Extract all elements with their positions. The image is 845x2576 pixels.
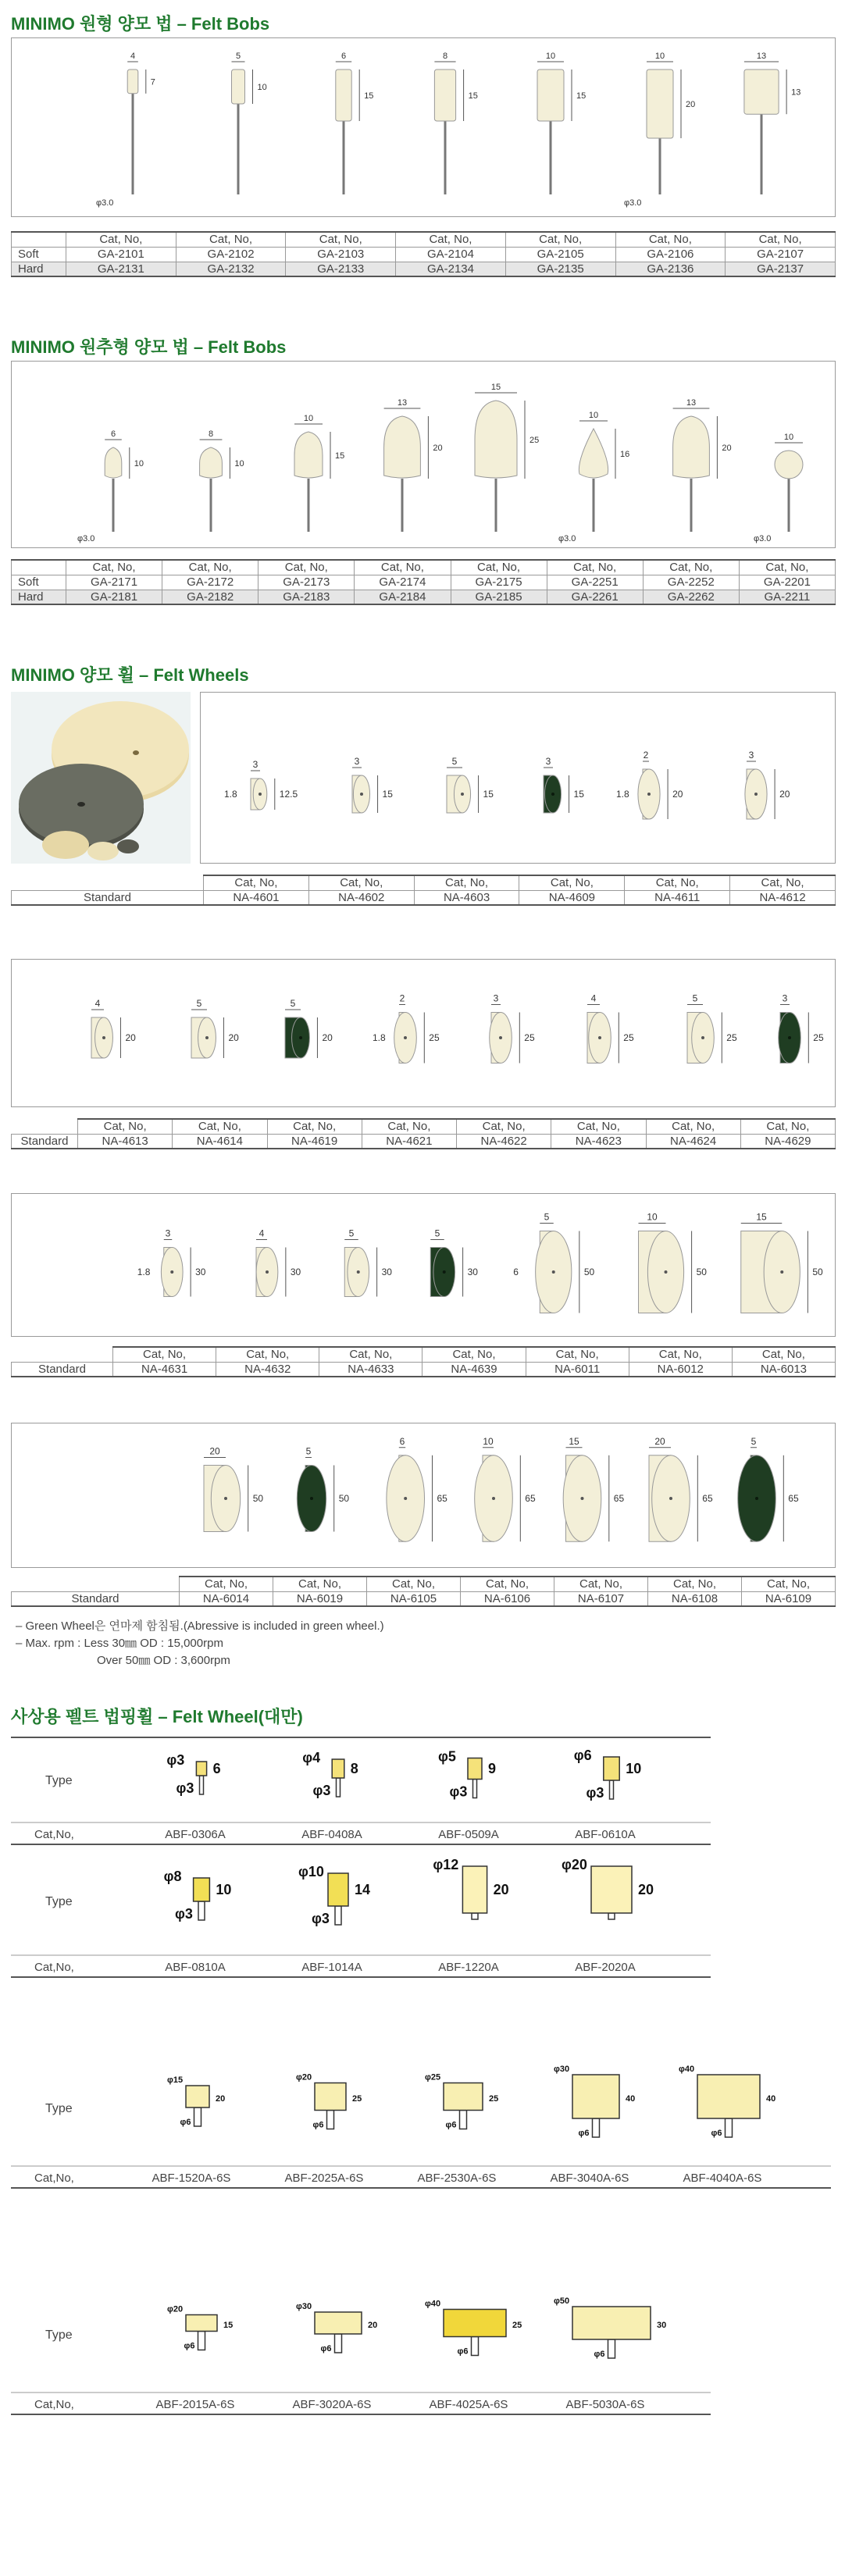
- abf-dim-length: 8: [350, 1761, 358, 1776]
- dim-diameter: 65: [437, 1493, 447, 1504]
- dim-length: 10: [134, 459, 144, 469]
- dim-width: 10: [545, 52, 556, 61]
- wheel-hole: [492, 1497, 495, 1500]
- abf-title: 사상용 펠트 법핑휠 – Felt Wheel(대만): [11, 1707, 303, 1726]
- table-row: Hard GA-2181 GA-2182 GA-2183 GA-2184 GA-2185 GA-2261 GA-2262 GA-2211: [12, 590, 836, 604]
- dim-thickness: 3: [545, 756, 551, 767]
- dim-bore: 1.8: [616, 789, 629, 800]
- dim-diameter: 20: [228, 1032, 239, 1043]
- felt-cone: [294, 432, 323, 478]
- bobs2-drawing: [12, 362, 835, 547]
- felt-bob: [537, 69, 564, 121]
- abf-felt-wheel: [328, 1873, 348, 1906]
- felt-ball: [775, 451, 803, 479]
- bobs2-figure: [11, 361, 836, 548]
- abf-cat-number: ABF-5030A-6S: [565, 2398, 645, 2411]
- dim-thickness: 5: [692, 992, 698, 1004]
- wheel-hole: [499, 1036, 502, 1039]
- wheel-hole: [299, 1036, 302, 1039]
- abf-shank: [335, 2334, 342, 2353]
- abf-felt-wheel: [332, 1759, 344, 1778]
- abf-cat-label: Cat,No,: [34, 2172, 74, 2185]
- abf-dim-diameter: φ10: [298, 1864, 324, 1879]
- wheels-note-3: Over 50㎜ OD : 3,600rpm: [97, 1654, 230, 1667]
- abf-dim-length: 10: [626, 1761, 642, 1776]
- wheels-t2-drawing: [12, 960, 835, 1106]
- wheel-hole: [780, 1270, 783, 1274]
- abf-shank: [460, 2111, 467, 2129]
- wheels-t1-table: Cat, No, Cat, No, Cat, No, Cat, No, Cat, No, Cat, No, Standard NA-4601 NA-4602 NA-4603 NA-4609 NA-4611 NA-4612: [11, 875, 836, 906]
- abf-cat-number: ABF-1520A-6S: [152, 2172, 231, 2185]
- shank-dia: φ3.0: [96, 198, 114, 208]
- abf-dim-length: 20: [216, 2094, 226, 2104]
- dim-width: 15: [490, 383, 501, 392]
- wheels-t3-table: Cat, No, Cat, No, Cat, No, Cat, No, Cat, No, Cat, No, Cat, No, Standard NA-4631 NA-4632 NA-4633 NA-4639 NA-6011 NA-6012 NA-6013: [11, 1346, 836, 1377]
- table-row: Standard NA-4631 NA-4632 NA-4633 NA-4639 NA-6011 NA-6012 NA-6013: [12, 1362, 836, 1377]
- wheel-hole: [310, 1497, 313, 1500]
- abf-felt-wheel: [315, 2083, 346, 2111]
- abf-felt-wheel: [468, 1758, 482, 1780]
- abf-dim-shank: φ3: [312, 1783, 331, 1798]
- dim-width: 13: [686, 398, 697, 408]
- dim-diameter: 65: [613, 1493, 625, 1504]
- wheel-hole: [551, 793, 554, 796]
- abf-shank: [327, 2111, 334, 2129]
- dim-thickness: 5: [751, 1435, 757, 1447]
- dim-diameter: 30: [467, 1267, 478, 1277]
- bobs1-table: Cat, No, Cat, No, Cat, No, Cat, No, Cat, No, Cat, No, Cat, No, Soft GA-2101 GA-2102 GA-2103 GA-2104 GA-2105 GA-2106 GA-2107 Hard GA-2131 GA-2132 GA-2133 GA-2134 GA-2135 GA-2136 GA-2137: [11, 231, 836, 277]
- dim-length: 7: [150, 77, 155, 87]
- wheel-hole: [357, 1270, 360, 1274]
- dim-width: 13: [397, 398, 408, 408]
- dim-diameter: 20: [672, 789, 683, 800]
- felt-bob: [647, 69, 673, 138]
- abf-dim-shank: φ6: [312, 2120, 324, 2130]
- abf-dim-diameter: φ6: [573, 1748, 592, 1763]
- abf-shank: [194, 2107, 201, 2126]
- wheel-hole: [755, 1497, 758, 1500]
- table-row: Soft GA-2101 GA-2102 GA-2103 GA-2104 GA-2105 GA-2106 GA-2107: [12, 247, 836, 262]
- abf-shank: [198, 1901, 205, 1920]
- abf-dim-shank: φ3: [175, 1906, 193, 1922]
- wheel-hole: [205, 1036, 209, 1039]
- abf-felt-wheel: [697, 2075, 760, 2118]
- abf-dim-shank: φ6: [320, 2344, 332, 2353]
- dim-length: 10: [257, 83, 267, 92]
- dim-thickness: 4: [590, 992, 597, 1004]
- dim-length: 15: [364, 91, 374, 101]
- dim-thickness: 10: [483, 1435, 494, 1447]
- abf-cat-number: ABF-2015A-6S: [155, 2398, 235, 2411]
- felt-cone: [475, 401, 517, 478]
- dim-diameter: 20: [779, 789, 790, 800]
- wheels-t2-figure: [11, 959, 836, 1107]
- shank-dia: φ3.0: [77, 534, 95, 543]
- dim-width: 6: [340, 52, 347, 61]
- dim-diameter: 50: [252, 1493, 264, 1504]
- dim-width: 10: [588, 411, 599, 420]
- dim-thickness: 5: [196, 998, 202, 1009]
- abf-shank: [337, 1778, 340, 1797]
- dim-bore: 1.8: [224, 789, 237, 800]
- abf-dim-length: 40: [626, 2094, 636, 2104]
- felt-bob: [127, 69, 138, 94]
- dim-length: 15: [468, 91, 478, 101]
- abf-cat-number: ABF-3020A-6S: [292, 2398, 372, 2411]
- abf-dim-length: 20: [368, 2321, 378, 2330]
- shank-dia: φ3.0: [558, 534, 576, 543]
- wheels-title: MINIMO 양모 휠 – Felt Wheels: [11, 665, 249, 685]
- wheel-hole: [665, 1270, 668, 1274]
- dim-diameter: 12.5: [279, 789, 298, 800]
- abf-cat-number: ABF-2020A: [575, 1961, 636, 1974]
- abf-felt-wheel: [186, 2315, 217, 2332]
- abf-cat-number: ABF-1220A: [438, 1961, 499, 1974]
- abf-dim-diameter: φ12: [433, 1857, 459, 1872]
- wheels-t3-drawing: [12, 1194, 835, 1336]
- abf-dim-diameter: φ8: [163, 1869, 182, 1884]
- dim-thickness: 4: [94, 998, 101, 1009]
- felt-teardrop: [579, 429, 608, 478]
- abf-dim-length: 25: [512, 2321, 522, 2330]
- abf-type-label: Type: [45, 1774, 73, 1787]
- felt-cone: [384, 416, 421, 478]
- abf-shank: [473, 1780, 477, 1798]
- wheel-hole: [360, 793, 363, 796]
- dim-diameter: 50: [583, 1267, 595, 1277]
- wheel-hole: [598, 1036, 601, 1039]
- wheel-hole: [461, 793, 464, 796]
- wheels-t1-drawing: [201, 693, 835, 863]
- table-row: Standard NA-4601 NA-4602 NA-4603 NA-4609 NA-4611 NA-4612: [12, 890, 836, 905]
- abf-cat-label: Cat,No,: [34, 1828, 74, 1841]
- abf-dim-shank: φ6: [457, 2346, 469, 2357]
- dim-bore: 1.8: [373, 1032, 386, 1043]
- dim-diameter: 50: [812, 1267, 823, 1277]
- wheel-hole: [224, 1497, 227, 1500]
- abf-dim-shank: φ6: [184, 2341, 195, 2351]
- abf-cat-number: ABF-4025A-6S: [429, 2398, 508, 2411]
- abf-dim-diameter: φ25: [425, 2072, 441, 2083]
- felt-cone: [200, 447, 223, 478]
- dim-diameter: 25: [726, 1032, 737, 1043]
- abf-dim-diameter: φ15: [167, 2075, 184, 2085]
- wheel-hole: [581, 1497, 584, 1500]
- abf-felt-wheel: [604, 1757, 619, 1780]
- abf-dim-shank: φ3: [312, 1911, 330, 1926]
- dim-diameter: 25: [623, 1032, 634, 1043]
- abf-drawing: [0, 1737, 845, 2576]
- dim-diameter: 30: [290, 1267, 301, 1277]
- abf-dim-length: 30: [657, 2321, 667, 2330]
- wheels-t2-table: Cat, No, Cat, No, Cat, No, Cat, No, Cat, No, Cat, No, Cat, No, Cat, No, Standard NA-4613 NA-4614 NA-4619 NA-4621 NA-4622 NA-4623 NA-4624 NA-4629: [11, 1118, 836, 1149]
- abf-dim-length: 25: [352, 2094, 362, 2104]
- felt-bob: [336, 69, 351, 121]
- dim-thickness: 20: [209, 1445, 220, 1457]
- abf-dim-shank: φ6: [711, 2129, 722, 2138]
- abf-shank: [726, 2118, 733, 2137]
- dim-thickness: 3: [165, 1227, 171, 1239]
- dim-width: 4: [130, 52, 136, 61]
- dim-length: 16: [620, 450, 630, 459]
- dim-thickness: 3: [354, 756, 360, 767]
- abf-cat-number: ABF-0610A: [575, 1828, 636, 1841]
- felt-cone: [673, 416, 710, 478]
- dim-bore: 1.8: [137, 1267, 151, 1277]
- abf-cat-label: Cat,No,: [34, 1961, 74, 1974]
- abf-dim-length: 20: [493, 1882, 509, 1897]
- dim-thickness: 5: [290, 998, 296, 1009]
- bobs1-title: MINIMO 원형 양모 법 – Felt Bobs: [11, 14, 270, 34]
- abf-dim-shank: φ3: [586, 1785, 604, 1801]
- abf-felt-wheel: [572, 2307, 651, 2339]
- wheel-hole: [788, 1036, 791, 1039]
- dim-thickness: 5: [434, 1227, 440, 1239]
- abf-dim-length: 20: [638, 1882, 654, 1897]
- dim-width: 8: [208, 429, 214, 439]
- bobs1-drawing: [12, 38, 835, 216]
- abf-shank: [608, 2339, 615, 2358]
- dim-thickness: 3: [252, 759, 258, 770]
- abf-dim-diameter: φ20: [562, 1857, 587, 1872]
- dim-thickness: 5: [348, 1227, 355, 1239]
- dim-length: 13: [791, 87, 801, 98]
- felt-bob: [744, 69, 779, 114]
- abf-type-label: Type: [45, 2102, 73, 2115]
- dim-width: 10: [654, 52, 665, 61]
- wheel-hole: [647, 793, 651, 796]
- wheel-hole: [258, 793, 262, 796]
- wheel-hole: [669, 1497, 672, 1500]
- dim-width: 10: [783, 433, 794, 442]
- dim-thickness: 10: [647, 1211, 658, 1223]
- abf-shank: [198, 2332, 205, 2350]
- wheels-t4-table: Cat, No, Cat, No, Cat, No, Cat, No, Cat, No, Cat, No, Cat, No, Standard NA-6014 NA-6019 NA-6105 NA-6106 NA-6107 NA-6108 NA-6109: [11, 1576, 836, 1607]
- wheels-t4-figure: [11, 1423, 836, 1568]
- dim-width: 13: [756, 52, 767, 61]
- abf-dim-length: 25: [489, 2094, 499, 2104]
- abf-dim-shank: φ3: [176, 1780, 194, 1796]
- abf-felt-wheel: [196, 1762, 206, 1776]
- wheel-hole: [404, 1497, 407, 1500]
- abf-cat-number: ABF-0509A: [438, 1828, 499, 1841]
- abf-type-label: Type: [45, 1895, 73, 1908]
- abf-felt-wheel: [186, 2086, 209, 2107]
- wheel-hole: [701, 1036, 704, 1039]
- dim-diameter: 15: [483, 789, 494, 800]
- wheels-t3-figure: [11, 1193, 836, 1337]
- wheel-hole: [443, 1270, 446, 1274]
- abf-dim-shank: φ3: [449, 1783, 468, 1800]
- abf-shank: [608, 1913, 615, 1919]
- dim-thickness: 4: [258, 1227, 265, 1239]
- dim-thickness: 5: [451, 756, 458, 767]
- abf-felt-wheel: [444, 2310, 506, 2337]
- dim-length: 15: [576, 91, 587, 101]
- abf-dim-diameter: φ40: [425, 2299, 441, 2309]
- abf-cat-number: ABF-2025A-6S: [284, 2172, 364, 2185]
- dim-bore: 6: [513, 1267, 519, 1277]
- dim-diameter: 20: [322, 1032, 333, 1043]
- abf-felt-wheel: [315, 2312, 362, 2334]
- abf-shank: [472, 1913, 478, 1919]
- abf-shank: [335, 1906, 341, 1925]
- abf-dim-diameter: φ3: [166, 1752, 185, 1768]
- abf-type-label: Type: [45, 2328, 73, 2342]
- wheel-hole: [552, 1270, 555, 1274]
- dim-diameter: 15: [573, 789, 584, 800]
- abf-dim-length: 6: [212, 1761, 221, 1776]
- abf-dim-shank: φ6: [445, 2120, 457, 2130]
- dim-width: 5: [235, 52, 241, 61]
- wheels-t4-drawing: [12, 1423, 835, 1567]
- dim-length: 20: [433, 444, 443, 453]
- dim-diameter: 25: [524, 1032, 535, 1043]
- bobs2-table: Cat, No, Cat, No, Cat, No, Cat, No, Cat, No, Cat, No, Cat, No, Cat, No, Soft GA-2171 GA-2172 GA-2173 GA-2174 GA-2175 GA-2251 GA-2252 GA-2201 Hard GA-2181 GA-2182 GA-2183 GA-2184 GA-2185 GA-2261 GA-2262 GA-2211: [11, 559, 836, 605]
- wheel-hole: [266, 1270, 269, 1274]
- abf-dim-diameter: φ40: [679, 2065, 695, 2074]
- dim-thickness: 15: [756, 1211, 767, 1223]
- wheels-note-1: – Green Wheel은 연마제 함침됨.(Abressive is included in green wheel.): [16, 1619, 384, 1633]
- abf-cat-number: ABF-0306A: [165, 1828, 226, 1841]
- abf-cat-number: ABF-0810A: [165, 1961, 226, 1974]
- dim-length: 25: [529, 436, 540, 445]
- abf-felt-wheel: [462, 1866, 487, 1913]
- dim-diameter: 25: [429, 1032, 440, 1043]
- abf-dim-length: 9: [488, 1761, 497, 1776]
- table-row: Soft GA-2171 GA-2172 GA-2173 GA-2174 GA-2175 GA-2251 GA-2252 GA-2201: [12, 575, 836, 590]
- bobs1-figure: [11, 37, 836, 217]
- table-row: Hard GA-2131 GA-2132 GA-2133 GA-2134 GA-2135 GA-2136 GA-2137: [12, 262, 836, 276]
- shank-dia: φ3.0: [624, 198, 642, 208]
- abf-dim-length: 14: [355, 1882, 371, 1897]
- dim-thickness: 2: [643, 750, 649, 761]
- dim-thickness: 20: [654, 1435, 665, 1447]
- table-row: Standard NA-4613 NA-4614 NA-4619 NA-4621 NA-4622 NA-4623 NA-4624 NA-4629: [12, 1134, 836, 1149]
- dim-diameter: 25: [813, 1032, 824, 1043]
- abf-shank: [200, 1776, 204, 1794]
- abf-cat-number: ABF-4040A-6S: [683, 2172, 762, 2185]
- wheel-hole: [754, 793, 758, 796]
- abf-dim-diameter: φ30: [554, 2065, 570, 2074]
- shank-dia: φ3.0: [754, 534, 772, 543]
- dim-width: 10: [303, 414, 314, 423]
- abf-dim-shank: φ6: [594, 2350, 605, 2359]
- abf-cat-number: ABF-3040A-6S: [550, 2172, 629, 2185]
- felt-bob: [232, 69, 245, 104]
- abf-dim-diameter: φ20: [296, 2072, 312, 2083]
- dim-diameter: 65: [702, 1493, 713, 1504]
- abf-felt-wheel: [444, 2083, 483, 2111]
- abf-felt-wheel: [572, 2075, 619, 2118]
- wheel-hole: [404, 1036, 407, 1039]
- dim-width: 8: [442, 52, 448, 61]
- dim-length: 20: [722, 444, 732, 453]
- abf-dim-diameter: φ50: [554, 2296, 570, 2306]
- abf-dim-length: 40: [766, 2094, 776, 2104]
- dim-length: 20: [686, 100, 696, 109]
- abf-dim-shank: φ6: [578, 2129, 590, 2138]
- abf-cat-number: ABF-0408A: [301, 1828, 362, 1841]
- abf-dim-diameter: φ30: [296, 2302, 312, 2311]
- dim-length: 15: [335, 451, 345, 461]
- dim-length: 10: [234, 459, 244, 469]
- abf-felt-wheel: [194, 1878, 210, 1901]
- abf-cat-label: Cat,No,: [34, 2398, 74, 2411]
- abf-dim-shank: φ6: [180, 2118, 191, 2127]
- abf-dim-length: 10: [216, 1882, 232, 1897]
- abf-dim-diameter: φ4: [302, 1750, 321, 1765]
- abf-felt-wheel: [591, 1866, 632, 1913]
- dim-thickness: 2: [399, 992, 405, 1004]
- abf-dim-diameter: φ20: [167, 2304, 184, 2314]
- dim-thickness: 5: [544, 1211, 550, 1223]
- dim-thickness: 3: [748, 750, 754, 761]
- abf-shank: [472, 2337, 479, 2356]
- wheel-hole: [102, 1036, 105, 1039]
- dim-thickness: 15: [569, 1435, 579, 1447]
- wheels-t1-figure: [200, 692, 836, 864]
- dim-diameter: 50: [696, 1267, 707, 1277]
- felt-bob: [434, 69, 455, 121]
- dim-thickness: 3: [782, 992, 788, 1004]
- dim-diameter: 30: [195, 1267, 206, 1277]
- abf-shank: [593, 2118, 600, 2137]
- bobs2-title: MINIMO 원추형 양모 법 – Felt Bobs: [11, 337, 287, 357]
- abf-dim-length: 15: [223, 2321, 234, 2330]
- dim-thickness: 5: [305, 1445, 312, 1457]
- abf-cat-number: ABF-1014A: [301, 1961, 362, 1974]
- dim-thickness: 3: [493, 992, 499, 1004]
- table-row: Standard NA-6014 NA-6019 NA-6105 NA-6106 NA-6107 NA-6108 NA-6109: [12, 1591, 836, 1606]
- felt-cone: [105, 447, 122, 478]
- felt-wheels-photo-art: [11, 692, 191, 864]
- abf-shank: [610, 1780, 614, 1799]
- wheel-hole: [170, 1270, 173, 1274]
- felt-wheels-photo: [11, 692, 191, 864]
- dim-diameter: 15: [382, 789, 393, 800]
- abf-dim-diameter: φ5: [438, 1748, 456, 1765]
- dim-diameter: 50: [338, 1493, 350, 1504]
- dim-diameter: 30: [381, 1267, 392, 1277]
- abf-cat-number: ABF-2530A-6S: [417, 2172, 497, 2185]
- dim-diameter: 65: [788, 1493, 799, 1504]
- dim-thickness: 6: [399, 1435, 405, 1447]
- dim-diameter: 65: [525, 1493, 536, 1504]
- dim-diameter: 20: [125, 1032, 136, 1043]
- dim-width: 6: [110, 429, 116, 439]
- wheels-note-2: – Max. rpm : Less 30㎜ OD : 15,000rpm: [16, 1637, 223, 1650]
